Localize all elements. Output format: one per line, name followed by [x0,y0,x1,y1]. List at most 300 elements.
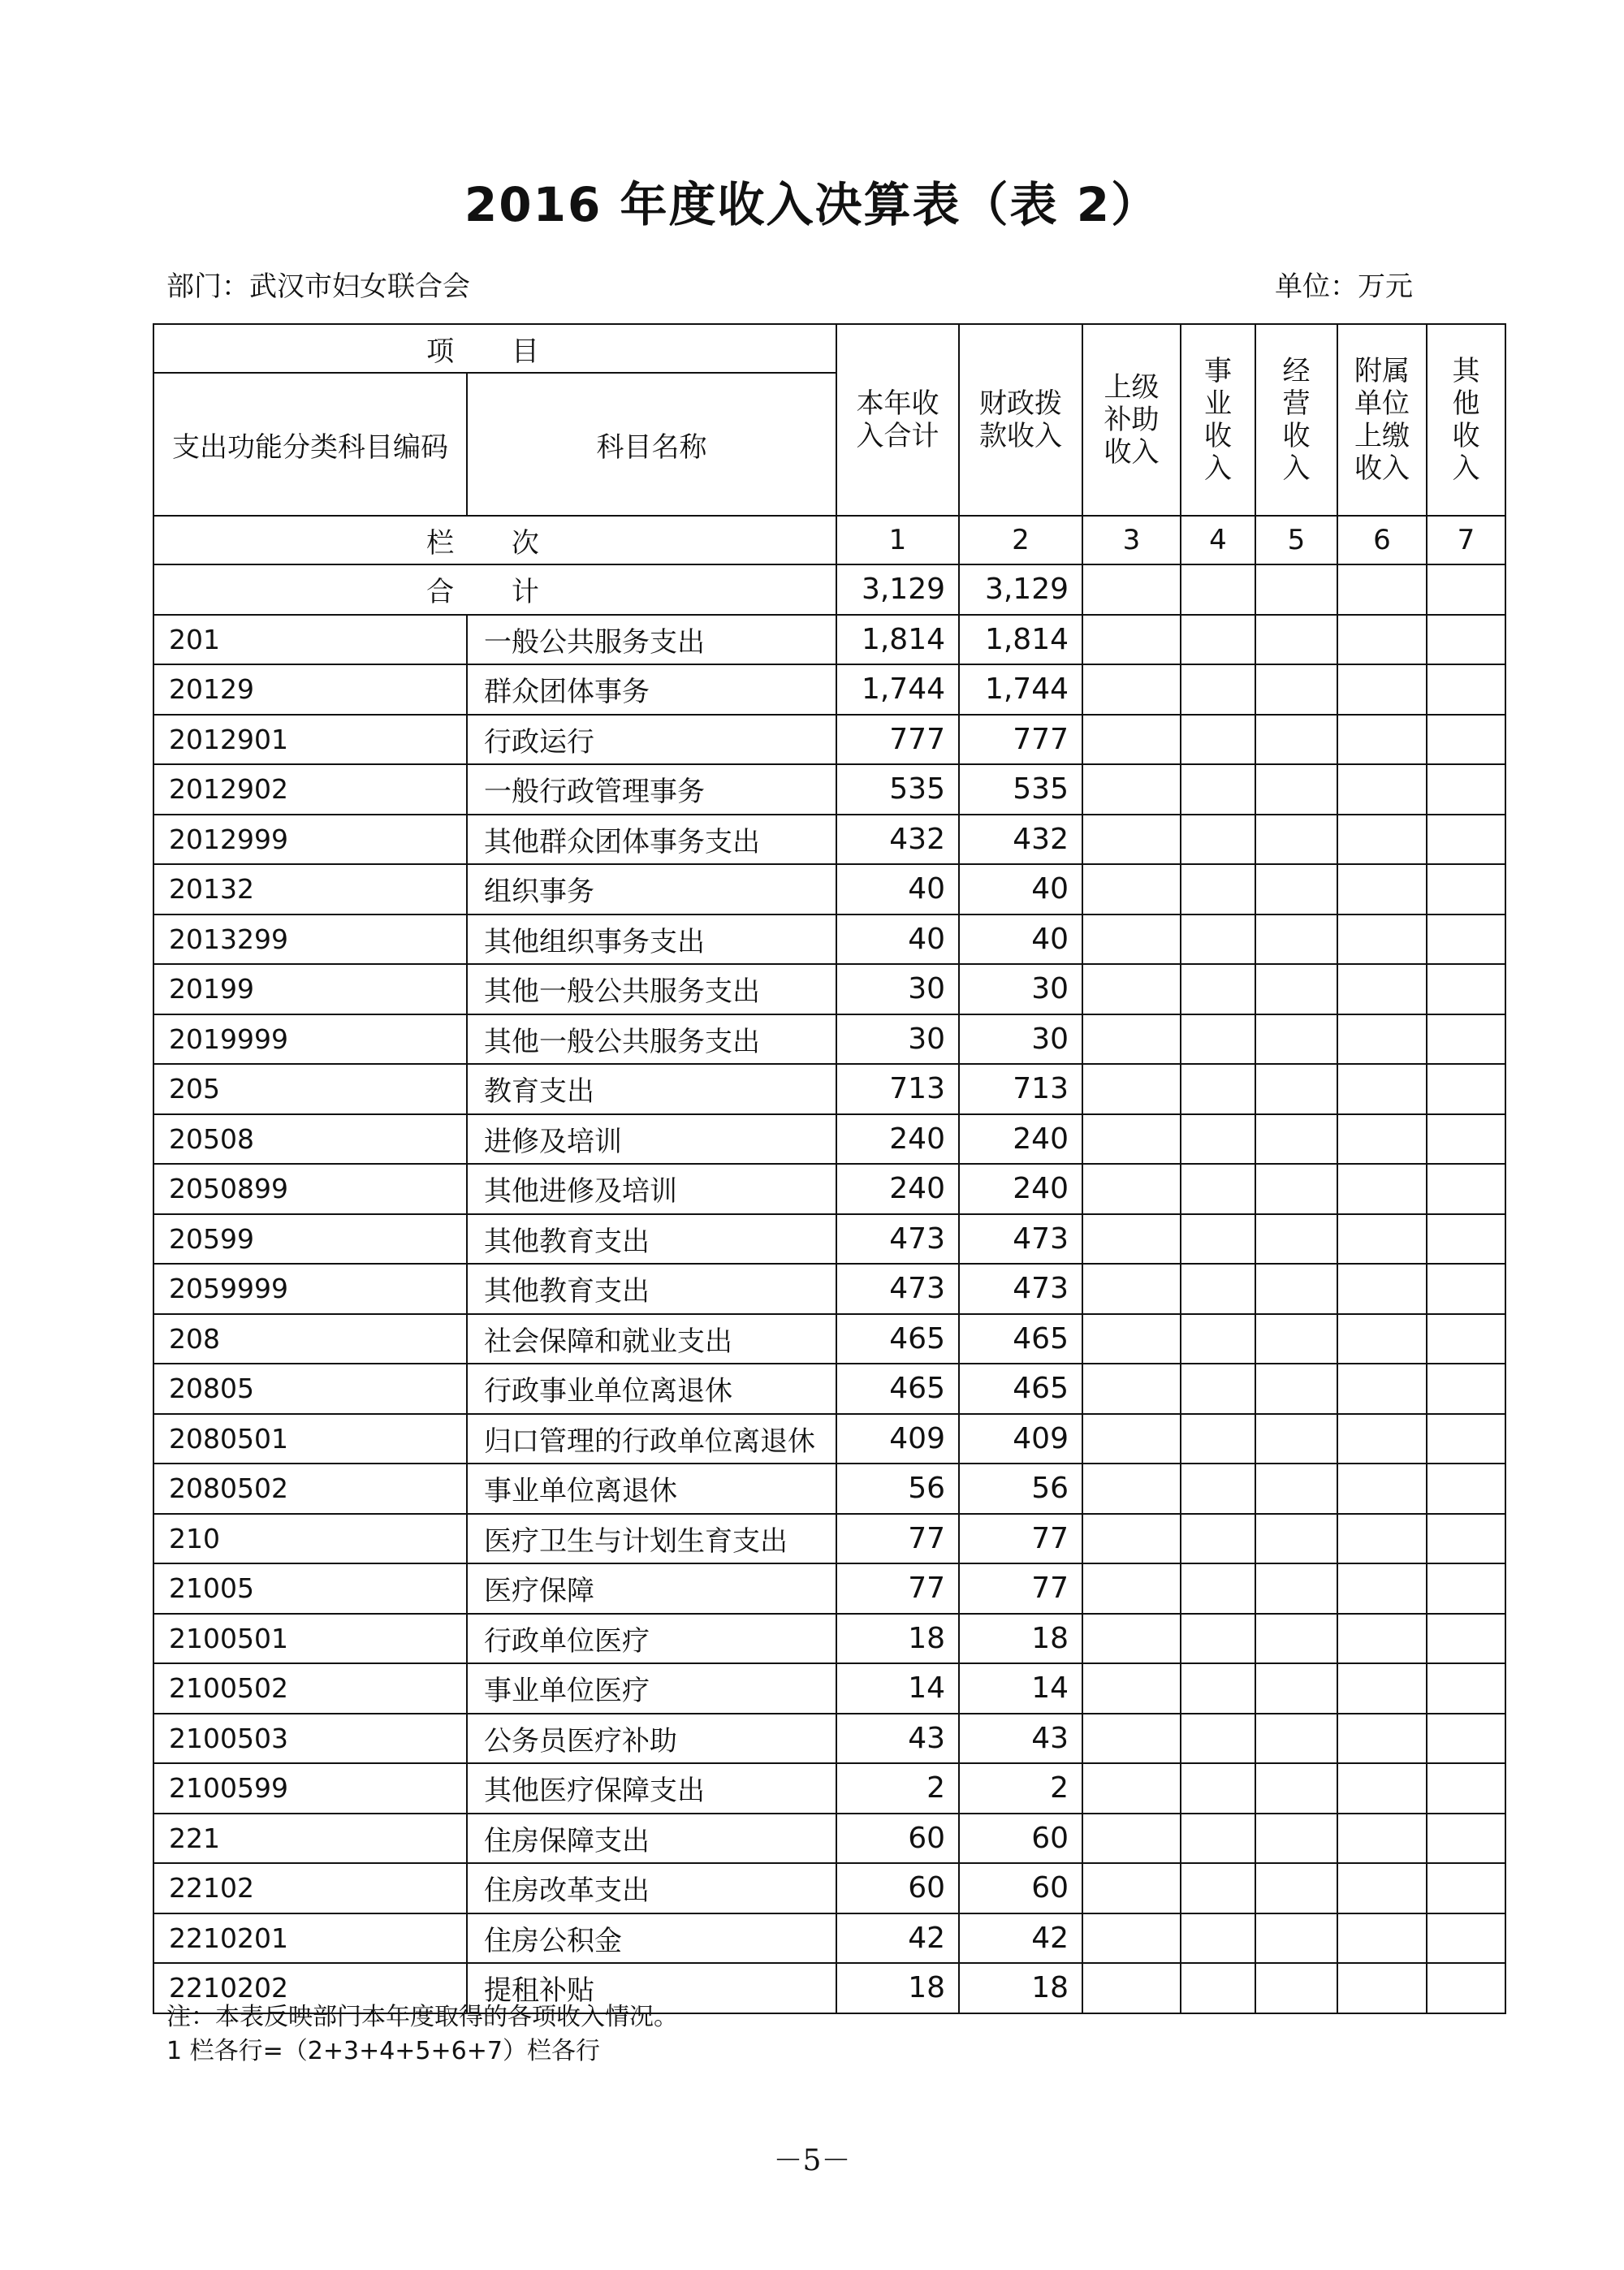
empty-cell [1255,1763,1337,1814]
empty-cell [1181,715,1255,765]
empty-cell [1337,615,1427,665]
row-value-2: 713 [959,1064,1082,1114]
table-row [153,1164,1505,1214]
empty-cell [1082,1514,1181,1564]
empty-cell [1427,1563,1505,1614]
row-value-2: 18 [959,1963,1082,2013]
line-number: 5 [1255,516,1337,564]
row-value-1: 42 [836,1913,959,1964]
empty-cell [1337,664,1427,715]
table-row [153,815,1505,865]
table-row [153,1563,1505,1614]
header-col-5: 经 营 收 入 [1255,324,1337,516]
empty-cell [1255,1963,1337,2013]
empty-cell [1082,1714,1181,1764]
empty-cell [1337,1314,1427,1364]
empty-cell [1427,715,1505,765]
empty-cell [1427,1414,1505,1464]
empty-cell [1255,1114,1337,1165]
empty-cell [1181,615,1255,665]
row-name: 公务员医疗补助 [467,1714,836,1764]
page-number: －5－ [773,2144,851,2177]
income-table [153,323,1506,2014]
row-value-1: 473 [836,1264,959,1314]
empty-cell [1082,1414,1181,1464]
empty-cell [1337,864,1427,914]
empty-cell [1181,764,1255,815]
row-value-1: 432 [836,815,959,865]
note-line-2: 1 栏各行=（2+3+4+5+6+7）栏各行 [166,2037,600,2065]
row-name: 其他进修及培训 [467,1164,836,1214]
empty-cell [1082,914,1181,965]
empty-cell [1255,815,1337,865]
row-name: 社会保障和就业支出 [467,1314,836,1364]
table-row [153,864,1505,914]
row-value-2: 465 [959,1314,1082,1364]
table-row [153,664,1505,715]
row-code: 2012901 [153,715,467,765]
row-value-2: 2 [959,1763,1082,1814]
row-name: 其他医疗保障支出 [467,1763,836,1814]
row-value-2: 240 [959,1164,1082,1214]
row-code: 2012999 [153,815,467,865]
empty-cell [1181,1614,1255,1664]
empty-cell [1427,1814,1505,1864]
empty-cell [1181,1663,1255,1714]
empty-cell [1255,1663,1337,1714]
table-row [153,1814,1505,1864]
row-name: 进修及培训 [467,1114,836,1165]
empty-cell [1427,914,1505,965]
empty-cell [1255,664,1337,715]
empty-cell [1082,715,1181,765]
table-row [153,1763,1505,1814]
row-value-1: 2 [836,1763,959,1814]
line-number-row [153,516,1505,564]
empty-cell [1337,1614,1427,1664]
row-value-1: 777 [836,715,959,765]
line-number: 6 [1337,516,1427,564]
empty-cell [1255,864,1337,914]
header-code: 支出功能分类科目编码 [153,373,467,516]
empty-cell [1427,615,1505,665]
empty-cell [1082,1763,1181,1814]
empty-cell [1181,1014,1255,1065]
empty-cell [1427,564,1505,615]
empty-cell [1337,564,1427,615]
table-row [153,1863,1505,1913]
table-row [153,1614,1505,1664]
header-col-4: 事 业 收 入 [1181,324,1255,516]
empty-cell [1337,1514,1427,1564]
row-value-1: 60 [836,1863,959,1913]
row-value-1: 240 [836,1164,959,1214]
empty-cell [1181,1814,1255,1864]
empty-cell [1255,1414,1337,1464]
row-value-1: 56 [836,1464,959,1514]
table-row [153,1663,1505,1714]
row-value-1: 18 [836,1614,959,1664]
row-code: 20508 [153,1114,467,1165]
header-col-3: 上级 补助 收入 [1082,324,1181,516]
row-name: 住房改革支出 [467,1863,836,1913]
row-value-2: 465 [959,1364,1082,1414]
table-row [153,1064,1505,1114]
row-name: 医疗保障 [467,1563,836,1614]
row-name: 事业单位医疗 [467,1663,836,1714]
empty-cell [1181,1763,1255,1814]
empty-cell [1181,1314,1255,1364]
row-name: 医疗卫生与计划生育支出 [467,1514,836,1564]
empty-cell [1255,1514,1337,1564]
empty-cell [1255,1714,1337,1764]
empty-cell [1255,764,1337,815]
empty-cell [1427,1264,1505,1314]
row-value-1: 14 [836,1663,959,1714]
table-row [153,764,1505,815]
row-name: 其他组织事务支出 [467,914,836,965]
empty-cell [1427,1114,1505,1165]
table-row [153,1264,1505,1314]
row-name: 提租补贴 [467,1963,836,2013]
empty-cell [1337,964,1427,1014]
row-name: 行政单位医疗 [467,1614,836,1664]
line-number: 2 [959,516,1082,564]
row-value-1: 473 [836,1214,959,1265]
empty-cell [1082,815,1181,865]
empty-cell [1337,815,1427,865]
row-value-1: 240 [836,1114,959,1165]
empty-cell [1255,1814,1337,1864]
row-value-2: 18 [959,1614,1082,1664]
line-number: 4 [1181,516,1255,564]
row-name: 其他一般公共服务支出 [467,964,836,1014]
empty-cell [1181,1214,1255,1265]
total-row [153,564,1505,615]
empty-cell [1337,1114,1427,1165]
empty-cell [1255,1264,1337,1314]
row-code: 2080501 [153,1414,467,1464]
empty-cell [1082,1014,1181,1065]
empty-cell [1255,1214,1337,1265]
empty-cell [1255,1614,1337,1664]
row-code: 2100599 [153,1763,467,1814]
table-row [153,1214,1505,1265]
empty-cell [1337,1563,1427,1614]
line-number: 1 [836,516,959,564]
table-row [153,914,1505,965]
row-value-2: 42 [959,1913,1082,1964]
row-value-2: 14 [959,1663,1082,1714]
empty-cell [1082,1563,1181,1614]
line-label: 栏 次 [153,516,836,564]
empty-cell [1337,764,1427,815]
header-col-1: 本年收 入合计 [836,324,959,516]
row-name: 教育支出 [467,1064,836,1114]
row-code: 2059999 [153,1264,467,1314]
row-value-1: 77 [836,1563,959,1614]
empty-cell [1427,1714,1505,1764]
table-row [153,964,1505,1014]
row-name: 住房公积金 [467,1913,836,1964]
empty-cell [1082,1214,1181,1265]
empty-cell [1427,1064,1505,1114]
empty-cell [1337,1464,1427,1514]
empty-cell [1427,864,1505,914]
row-name: 其他群众团体事务支出 [467,815,836,865]
empty-cell [1255,1563,1337,1614]
empty-cell [1337,715,1427,765]
row-value-1: 465 [836,1364,959,1414]
table-row [153,1364,1505,1414]
empty-cell [1255,914,1337,965]
empty-cell [1427,1314,1505,1364]
row-value-1: 40 [836,914,959,965]
empty-cell [1427,1763,1505,1814]
empty-cell [1427,1214,1505,1265]
empty-cell [1082,1963,1181,2013]
empty-cell [1082,1814,1181,1864]
row-code: 20805 [153,1364,467,1414]
row-value-2: 473 [959,1214,1082,1265]
empty-cell [1427,1164,1505,1214]
empty-cell [1427,1014,1505,1065]
empty-cell [1337,1814,1427,1864]
empty-cell [1082,1863,1181,1913]
empty-cell [1255,715,1337,765]
empty-cell [1181,914,1255,965]
empty-cell [1255,1863,1337,1913]
empty-cell [1181,564,1255,615]
row-value-2: 1,744 [959,664,1082,715]
row-code: 205 [153,1064,467,1114]
row-value-1: 40 [836,864,959,914]
empty-cell [1082,615,1181,665]
header-project: 项 目 [153,324,836,373]
empty-cell [1337,1264,1427,1314]
table-row [153,1913,1505,1964]
row-value-2: 60 [959,1863,1082,1913]
empty-cell [1181,1563,1255,1614]
row-name: 事业单位离退休 [467,1464,836,1514]
empty-cell [1181,1264,1255,1314]
empty-cell [1082,564,1181,615]
table-row [153,1514,1505,1564]
empty-cell [1255,1364,1337,1414]
row-value-2: 409 [959,1414,1082,1464]
row-value-1: 60 [836,1814,959,1864]
total-label: 合 计 [153,564,836,615]
row-code: 208 [153,1314,467,1364]
row-value-2: 40 [959,864,1082,914]
row-value-1: 30 [836,1014,959,1065]
header-name: 科目名称 [467,373,836,516]
empty-cell [1255,964,1337,1014]
empty-cell [1181,1364,1255,1414]
row-name: 归口管理的行政单位离退休 [467,1414,836,1464]
empty-cell [1427,1863,1505,1913]
header-col-6: 附属 单位 上缴 收入 [1337,324,1427,516]
empty-cell [1337,1214,1427,1265]
row-code: 20599 [153,1214,467,1265]
empty-cell [1337,1414,1427,1464]
empty-cell [1181,1514,1255,1564]
row-value-2: 240 [959,1114,1082,1165]
empty-cell [1337,1714,1427,1764]
row-value-2: 30 [959,1014,1082,1065]
empty-cell [1337,1963,1427,2013]
row-code: 2210202 [153,1963,467,2013]
empty-cell [1255,1164,1337,1214]
row-value-1: 18 [836,1963,959,2013]
table-row [153,715,1505,765]
empty-cell [1427,1364,1505,1414]
empty-cell [1427,1614,1505,1664]
empty-cell [1255,1464,1337,1514]
line-number: 3 [1082,516,1181,564]
empty-cell [1427,815,1505,865]
line-number: 7 [1427,516,1505,564]
header-col-7: 其 他 收 入 [1427,324,1505,516]
row-code: 20129 [153,664,467,715]
empty-cell [1181,1913,1255,1964]
empty-cell [1427,1464,1505,1514]
row-value-1: 43 [836,1714,959,1764]
empty-cell [1082,664,1181,715]
empty-cell [1427,1963,1505,2013]
empty-cell [1255,564,1337,615]
empty-cell [1255,1314,1337,1364]
empty-cell [1082,964,1181,1014]
empty-cell [1255,1064,1337,1114]
unit-label: 单位：万元 [1275,270,1413,303]
row-value-1: 30 [836,964,959,1014]
row-code: 201 [153,615,467,665]
row-code: 2012902 [153,764,467,815]
empty-cell [1082,1614,1181,1664]
header-col-2: 财政拨 款收入 [959,324,1082,516]
page-title: 2016 年度收入决算表（表 2） [464,177,1160,232]
empty-cell [1181,1963,1255,2013]
empty-cell [1082,1364,1181,1414]
table-row [153,1464,1505,1514]
table-row [153,1014,1505,1065]
table-row [153,615,1505,665]
empty-cell [1337,914,1427,965]
row-value-2: 473 [959,1264,1082,1314]
department-label: 部门：武汉市妇女联合会 [166,270,470,303]
empty-cell [1181,1714,1255,1764]
row-value-2: 535 [959,764,1082,815]
empty-cell [1082,764,1181,815]
empty-cell [1181,1464,1255,1514]
empty-cell [1337,1164,1427,1214]
empty-cell [1181,1064,1255,1114]
empty-cell [1082,864,1181,914]
row-value-2: 56 [959,1464,1082,1514]
empty-cell [1427,964,1505,1014]
empty-cell [1082,1663,1181,1714]
row-value-2: 432 [959,815,1082,865]
table-row [153,1314,1505,1364]
empty-cell [1427,1514,1505,1564]
empty-cell [1181,1164,1255,1214]
empty-cell [1255,1014,1337,1065]
row-value-2: 40 [959,914,1082,965]
row-value-1: 409 [836,1414,959,1464]
row-code: 2050899 [153,1164,467,1214]
row-name: 行政运行 [467,715,836,765]
empty-cell [1427,1913,1505,1964]
row-code: 21005 [153,1563,467,1614]
empty-cell [1427,764,1505,815]
table-row [153,1714,1505,1764]
row-value-2: 1,814 [959,615,1082,665]
row-code: 2080502 [153,1464,467,1514]
total-value-2: 3,129 [959,564,1082,615]
empty-cell [1181,1114,1255,1165]
empty-cell [1082,1913,1181,1964]
empty-cell [1337,1763,1427,1814]
row-value-2: 777 [959,715,1082,765]
empty-cell [1181,664,1255,715]
empty-cell [1082,1114,1181,1165]
empty-cell [1082,1464,1181,1514]
row-code: 2019999 [153,1014,467,1065]
row-value-1: 465 [836,1314,959,1364]
empty-cell [1082,1314,1181,1364]
row-name: 住房保障支出 [467,1814,836,1864]
row-code: 20199 [153,964,467,1014]
row-code: 2100502 [153,1663,467,1714]
row-code: 221 [153,1814,467,1864]
empty-cell [1255,615,1337,665]
total-value-1: 3,129 [836,564,959,615]
note-line-1: 注：本表反映部门本年度取得的各项收入情况。 [166,2003,678,2031]
row-code: 2013299 [153,914,467,965]
row-value-2: 77 [959,1514,1082,1564]
row-value-2: 60 [959,1814,1082,1864]
row-name: 群众团体事务 [467,664,836,715]
row-code: 20132 [153,864,467,914]
empty-cell [1181,1414,1255,1464]
row-value-1: 1,814 [836,615,959,665]
empty-cell [1181,1863,1255,1913]
row-name: 行政事业单位离退休 [467,1364,836,1414]
empty-cell [1337,1364,1427,1414]
empty-cell [1181,815,1255,865]
row-value-1: 1,744 [836,664,959,715]
empty-cell [1337,1663,1427,1714]
row-code: 2100501 [153,1614,467,1664]
empty-cell [1082,1264,1181,1314]
row-name: 一般公共服务支出 [467,615,836,665]
row-name: 一般行政管理事务 [467,764,836,815]
row-name: 组织事务 [467,864,836,914]
table-row [153,1414,1505,1464]
table-row [153,1114,1505,1165]
row-value-1: 77 [836,1514,959,1564]
row-value-1: 713 [836,1064,959,1114]
row-name: 其他教育支出 [467,1264,836,1314]
row-code: 2210201 [153,1913,467,1964]
row-value-1: 535 [836,764,959,815]
empty-cell [1337,1863,1427,1913]
empty-cell [1427,1663,1505,1714]
empty-cell [1082,1164,1181,1214]
row-value-2: 30 [959,964,1082,1014]
empty-cell [1337,1064,1427,1114]
